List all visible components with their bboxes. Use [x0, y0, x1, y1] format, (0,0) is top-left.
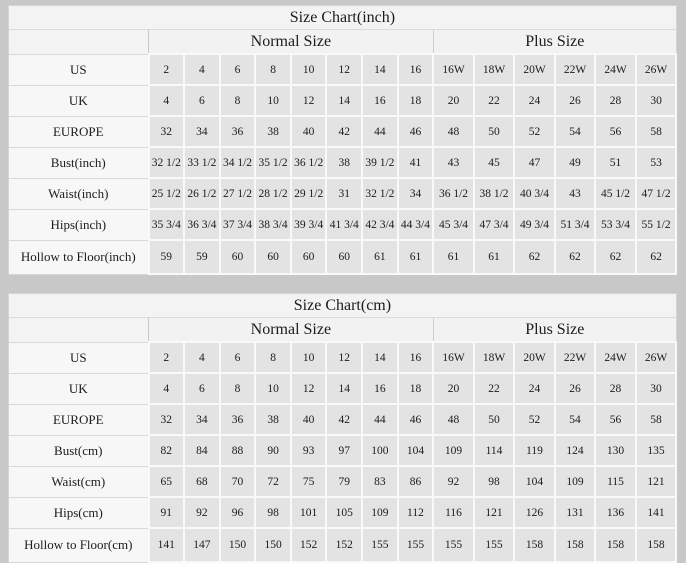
size-value-cell: 22 [474, 85, 515, 116]
size-value-cell: 98 [474, 466, 515, 497]
size-chart-inch-table [8, 5, 677, 275]
size-value-cell: 12 [291, 85, 327, 116]
size-value-cell: 35 3/4 [149, 209, 185, 240]
normal-size-header: Normal Size [149, 318, 434, 343]
size-value-cell: 121 [474, 497, 515, 528]
row-label: Waist(cm) [9, 466, 149, 497]
size-chart-cm-table [8, 293, 677, 563]
size-value-cell: 6 [220, 342, 256, 373]
size-value-cell: 121 [636, 466, 677, 497]
size-value-cell: 130 [595, 435, 636, 466]
size-value-cell: 86 [398, 466, 434, 497]
size-value-cell: 61 [362, 240, 398, 274]
size-value-cell: 92 [184, 497, 220, 528]
size-value-cell: 26 [555, 373, 596, 404]
row-label: EUROPE [9, 404, 149, 435]
size-value-cell: 109 [362, 497, 398, 528]
size-value-cell: 84 [184, 435, 220, 466]
size-value-cell: 16 [362, 85, 398, 116]
size-value-cell: 8 [255, 342, 291, 373]
size-value-cell: 82 [149, 435, 185, 466]
size-value-cell: 18 [398, 373, 434, 404]
size-value-cell: 27 1/2 [220, 178, 256, 209]
size-value-cell: 26 [555, 85, 596, 116]
size-value-cell: 62 [636, 240, 677, 274]
size-value-cell: 36 [220, 404, 256, 435]
size-value-cell: 90 [255, 435, 291, 466]
size-value-cell: 46 [398, 116, 434, 147]
size-value-cell: 46 [398, 404, 434, 435]
size-value-cell: 36 3/4 [184, 209, 220, 240]
size-value-cell: 41 [398, 147, 434, 178]
size-value-cell: 28 [595, 85, 636, 116]
size-value-cell: 34 [398, 178, 434, 209]
size-value-cell: 8 [220, 373, 256, 404]
row-label: UK [9, 373, 149, 404]
table-title-row [9, 6, 677, 30]
size-value-cell: 54 [555, 404, 596, 435]
size-value-cell: 105 [326, 497, 362, 528]
size-value-cell: 49 3/4 [514, 209, 555, 240]
size-value-cell: 62 [514, 240, 555, 274]
size-value-cell: 16W [433, 54, 474, 85]
size-value-cell: 155 [362, 528, 398, 562]
size-value-cell: 47 1/2 [636, 178, 677, 209]
size-value-cell: 60 [291, 240, 327, 274]
size-value-cell: 62 [595, 240, 636, 274]
table-row [9, 342, 677, 373]
size-value-cell: 92 [433, 466, 474, 497]
size-value-cell: 42 [326, 404, 362, 435]
row-label: US [9, 54, 149, 85]
size-value-cell: 104 [398, 435, 434, 466]
size-value-cell: 38 [255, 404, 291, 435]
size-value-cell: 68 [184, 466, 220, 497]
size-value-cell: 10 [255, 85, 291, 116]
size-value-cell: 25 1/2 [149, 178, 185, 209]
size-value-cell: 104 [514, 466, 555, 497]
table-row [9, 178, 677, 209]
size-value-cell: 2 [149, 54, 185, 85]
row-label: Bust(cm) [9, 435, 149, 466]
size-value-cell: 58 [636, 404, 677, 435]
size-value-cell: 40 [291, 116, 327, 147]
size-value-cell: 14 [362, 342, 398, 373]
size-value-cell: 40 [291, 404, 327, 435]
size-value-cell: 55 1/2 [636, 209, 677, 240]
corner-cell [9, 30, 149, 55]
size-value-cell: 14 [362, 54, 398, 85]
size-value-cell: 12 [326, 54, 362, 85]
size-value-cell: 51 [595, 147, 636, 178]
normal-size-header: Normal Size [149, 30, 434, 55]
size-value-cell: 38 1/2 [474, 178, 515, 209]
size-value-cell: 16 [362, 373, 398, 404]
size-value-cell: 12 [291, 373, 327, 404]
row-label: EUROPE [9, 116, 149, 147]
size-value-cell: 59 [184, 240, 220, 274]
size-value-cell: 26 1/2 [184, 178, 220, 209]
size-value-cell: 60 [220, 240, 256, 274]
size-value-cell: 45 3/4 [433, 209, 474, 240]
size-value-cell: 43 [433, 147, 474, 178]
size-value-cell: 62 [555, 240, 596, 274]
size-value-cell: 38 [255, 116, 291, 147]
table-row [9, 240, 677, 274]
row-label: Hollow to Floor(cm) [9, 528, 149, 562]
size-value-cell: 136 [595, 497, 636, 528]
size-value-cell: 22 [474, 373, 515, 404]
size-value-cell: 30 [636, 85, 677, 116]
size-value-cell: 2 [149, 342, 185, 373]
size-value-cell: 8 [220, 85, 256, 116]
size-value-cell: 112 [398, 497, 434, 528]
size-value-cell: 18 [398, 85, 434, 116]
size-value-cell: 93 [291, 435, 327, 466]
size-value-cell: 152 [291, 528, 327, 562]
size-value-cell: 45 1/2 [595, 178, 636, 209]
size-value-cell: 10 [291, 342, 327, 373]
size-value-cell: 116 [433, 497, 474, 528]
size-value-cell: 51 3/4 [555, 209, 596, 240]
size-value-cell: 4 [184, 342, 220, 373]
row-label: Hollow to Floor(inch) [9, 240, 149, 274]
size-value-cell: 147 [184, 528, 220, 562]
size-value-cell: 155 [474, 528, 515, 562]
size-value-cell: 26W [636, 342, 677, 373]
size-value-cell: 155 [433, 528, 474, 562]
size-value-cell: 36 1/2 [291, 147, 327, 178]
size-group-header-row [9, 318, 677, 343]
table-row [9, 497, 677, 528]
size-value-cell: 45 [474, 147, 515, 178]
size-value-cell: 101 [291, 497, 327, 528]
row-label: Bust(inch) [9, 147, 149, 178]
size-value-cell: 70 [220, 466, 256, 497]
table-row [9, 528, 677, 562]
size-value-cell: 56 [595, 404, 636, 435]
size-value-cell: 24 [514, 85, 555, 116]
table-title: Size Chart(inch) [9, 6, 677, 30]
size-value-cell: 53 [636, 147, 677, 178]
size-value-cell: 61 [433, 240, 474, 274]
size-value-cell: 31 [326, 178, 362, 209]
size-value-cell: 22W [555, 342, 596, 373]
size-value-cell: 39 1/2 [362, 147, 398, 178]
size-value-cell: 119 [514, 435, 555, 466]
size-value-cell: 18W [474, 342, 515, 373]
size-value-cell: 4 [184, 54, 220, 85]
size-value-cell: 44 [362, 116, 398, 147]
table-row [9, 147, 677, 178]
size-value-cell: 141 [636, 497, 677, 528]
size-value-cell: 109 [555, 466, 596, 497]
size-value-cell: 29 1/2 [291, 178, 327, 209]
size-value-cell: 32 1/2 [362, 178, 398, 209]
size-value-cell: 152 [326, 528, 362, 562]
size-value-cell: 34 1/2 [220, 147, 256, 178]
size-value-cell: 30 [636, 373, 677, 404]
size-value-cell: 42 3/4 [362, 209, 398, 240]
size-value-cell: 10 [291, 54, 327, 85]
size-value-cell: 158 [595, 528, 636, 562]
size-value-cell: 28 [595, 373, 636, 404]
size-value-cell: 6 [220, 54, 256, 85]
size-value-cell: 12 [326, 342, 362, 373]
size-value-cell: 4 [149, 85, 185, 116]
size-value-cell: 59 [149, 240, 185, 274]
size-value-cell: 24W [595, 342, 636, 373]
size-value-cell: 38 [326, 147, 362, 178]
size-value-cell: 38 3/4 [255, 209, 291, 240]
row-label: US [9, 342, 149, 373]
size-value-cell: 4 [149, 373, 185, 404]
size-value-cell: 24 [514, 373, 555, 404]
size-value-cell: 48 [433, 116, 474, 147]
size-value-cell: 158 [555, 528, 596, 562]
table-row [9, 435, 677, 466]
size-value-cell: 100 [362, 435, 398, 466]
size-value-cell: 32 1/2 [149, 147, 185, 178]
size-value-cell: 16 [398, 54, 434, 85]
size-value-cell: 155 [398, 528, 434, 562]
size-value-cell: 47 3/4 [474, 209, 515, 240]
table-row [9, 466, 677, 497]
size-value-cell: 14 [326, 373, 362, 404]
size-value-cell: 32 [149, 116, 185, 147]
size-value-cell: 54 [555, 116, 596, 147]
size-value-cell: 75 [291, 466, 327, 497]
size-value-cell: 22W [555, 54, 596, 85]
size-value-cell: 34 [184, 116, 220, 147]
table-row [9, 209, 677, 240]
size-value-cell: 49 [555, 147, 596, 178]
size-value-cell: 16W [433, 342, 474, 373]
size-value-cell: 60 [255, 240, 291, 274]
size-value-cell: 39 3/4 [291, 209, 327, 240]
size-group-header-row [9, 30, 677, 55]
size-value-cell: 35 1/2 [255, 147, 291, 178]
size-value-cell: 83 [362, 466, 398, 497]
table-body [9, 342, 677, 562]
size-value-cell: 40 3/4 [514, 178, 555, 209]
size-value-cell: 79 [326, 466, 362, 497]
size-value-cell: 34 [184, 404, 220, 435]
size-value-cell: 50 [474, 404, 515, 435]
size-value-cell: 41 3/4 [326, 209, 362, 240]
size-value-cell: 91 [149, 497, 185, 528]
size-value-cell: 26W [636, 54, 677, 85]
size-value-cell: 18W [474, 54, 515, 85]
size-value-cell: 124 [555, 435, 596, 466]
size-value-cell: 6 [184, 373, 220, 404]
size-value-cell: 20 [433, 373, 474, 404]
size-value-cell: 150 [255, 528, 291, 562]
size-value-cell: 97 [326, 435, 362, 466]
size-value-cell: 20W [514, 54, 555, 85]
size-value-cell: 6 [184, 85, 220, 116]
table-row [9, 116, 677, 147]
size-value-cell: 44 [362, 404, 398, 435]
size-value-cell: 37 3/4 [220, 209, 256, 240]
size-value-cell: 58 [636, 116, 677, 147]
size-value-cell: 61 [474, 240, 515, 274]
size-value-cell: 8 [255, 54, 291, 85]
size-value-cell: 16 [398, 342, 434, 373]
row-label: Waist(inch) [9, 178, 149, 209]
table-title-row [9, 294, 677, 318]
size-value-cell: 20 [433, 85, 474, 116]
row-label: Hips(inch) [9, 209, 149, 240]
table-row [9, 373, 677, 404]
size-value-cell: 96 [220, 497, 256, 528]
size-value-cell: 28 1/2 [255, 178, 291, 209]
size-value-cell: 10 [255, 373, 291, 404]
size-value-cell: 131 [555, 497, 596, 528]
size-value-cell: 88 [220, 435, 256, 466]
size-value-cell: 14 [326, 85, 362, 116]
size-value-cell: 158 [636, 528, 677, 562]
size-value-cell: 32 [149, 404, 185, 435]
table-row [9, 54, 677, 85]
corner-cell [9, 318, 149, 343]
size-value-cell: 33 1/2 [184, 147, 220, 178]
plus-size-header: Plus Size [433, 30, 676, 55]
size-value-cell: 158 [514, 528, 555, 562]
table-row [9, 85, 677, 116]
size-value-cell: 115 [595, 466, 636, 497]
size-value-cell: 24W [595, 54, 636, 85]
size-value-cell: 61 [398, 240, 434, 274]
size-value-cell: 50 [474, 116, 515, 147]
size-value-cell: 98 [255, 497, 291, 528]
size-value-cell: 47 [514, 147, 555, 178]
table-title: Size Chart(cm) [9, 294, 677, 318]
size-value-cell: 42 [326, 116, 362, 147]
size-value-cell: 141 [149, 528, 185, 562]
size-value-cell: 109 [433, 435, 474, 466]
size-value-cell: 48 [433, 404, 474, 435]
plus-size-header: Plus Size [433, 318, 676, 343]
table-body [9, 54, 677, 274]
size-value-cell: 135 [636, 435, 677, 466]
size-value-cell: 150 [220, 528, 256, 562]
row-label: UK [9, 85, 149, 116]
size-value-cell: 60 [326, 240, 362, 274]
size-value-cell: 20W [514, 342, 555, 373]
size-value-cell: 36 [220, 116, 256, 147]
size-value-cell: 126 [514, 497, 555, 528]
size-value-cell: 53 3/4 [595, 209, 636, 240]
size-value-cell: 65 [149, 466, 185, 497]
table-row [9, 404, 677, 435]
size-value-cell: 36 1/2 [433, 178, 474, 209]
size-value-cell: 43 [555, 178, 596, 209]
size-value-cell: 44 3/4 [398, 209, 434, 240]
size-value-cell: 72 [255, 466, 291, 497]
row-label: Hips(cm) [9, 497, 149, 528]
size-value-cell: 114 [474, 435, 515, 466]
size-value-cell: 52 [514, 404, 555, 435]
size-value-cell: 56 [595, 116, 636, 147]
size-value-cell: 52 [514, 116, 555, 147]
